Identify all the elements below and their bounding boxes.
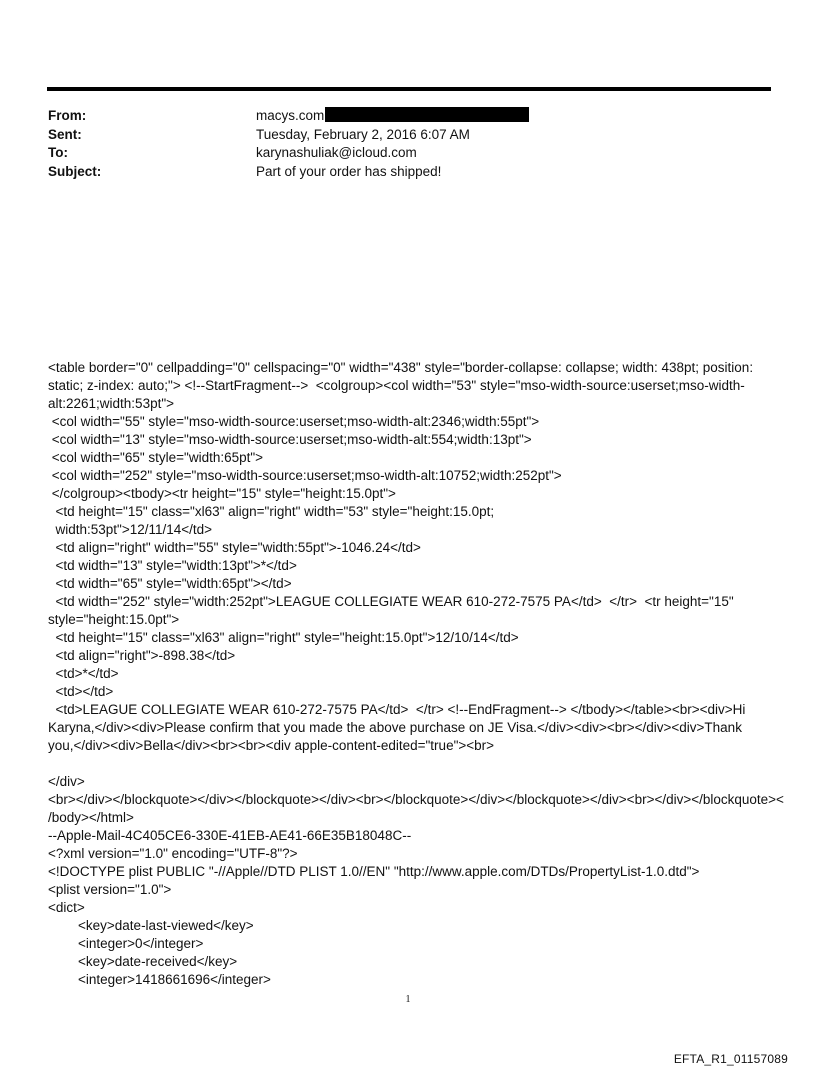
to-value: karynashuliak@icloud.com [256, 145, 417, 160]
email-header [48, 107, 748, 181]
header-row-to [48, 144, 748, 163]
to-label: To: [48, 145, 68, 160]
body-line: <td align="right" width="55" style="width:55pt">-1046.24</td> [48, 540, 421, 555]
body-line: <td width="252" style="width:252pt">LEAGUE COLLEGIATE WEAR 610-272-7575 PA</td> </tr> <tr height="15" [48, 594, 734, 609]
body-line [48, 755, 774, 773]
header-row-subject [48, 163, 748, 182]
from-value: macys.com [256, 108, 325, 123]
body-line: alt:2261;width:53pt"> [48, 396, 175, 411]
body-line: <td width="13" style="width:13pt">*</td> [48, 558, 297, 573]
body-line: <col width="55" style="mso-width-source:userset;mso-width-alt:2346;width:55pt"> [48, 414, 540, 429]
body-line: <key>date-last-viewed</key> [48, 918, 254, 933]
body-line: /body></html> [48, 810, 134, 825]
body-line: you,</div><div>Bella</div><br><br><div apple-content-edited="true"><br> [48, 738, 495, 753]
body-line: --Apple-Mail-4C405CE6-330E-41EB-AE41-66E35B18048C-- [48, 828, 412, 843]
sent-value: Tuesday, February 2, 2016 6:07 AM [256, 126, 470, 142]
from-value-wrap [256, 107, 748, 126]
body-line: </colgroup><tbody><tr height="15" style="height:15.0pt"> [48, 486, 396, 501]
header-row-from [48, 107, 748, 126]
body-line: <table border="0" cellpadding="0" cellspacing="0" width="438" style="border-collapse: collapse; width: 438pt; position: [48, 360, 754, 375]
subject-value: Part of your order has shipped! [256, 163, 442, 179]
body-line: <td>LEAGUE COLLEGIATE WEAR 610-272-7575 PA</td> </tr> <!--EndFragment--> </tbody></table><br><div>Hi [48, 702, 746, 717]
sent-label: Sent: [48, 126, 82, 142]
body-line: <td width="65" style="width:65pt"></td> [48, 576, 292, 591]
body-line: <?xml version="1.0" encoding="UTF-8"?> [48, 846, 298, 861]
body-line: <td height="15" class="xl63" align="right" width="53" style="height:15.0pt; [48, 504, 495, 519]
body-line: <col width="252" style="mso-width-source:userset;mso-width-alt:10752;width:252pt"> [48, 468, 562, 483]
body-line: <plist version="1.0"> [48, 882, 172, 897]
page-number: 1 [405, 994, 411, 1005]
redaction-box [325, 107, 529, 122]
body-line: <col width="13" style="mso-width-source:userset;mso-width-alt:554;width:13pt"> [48, 432, 532, 447]
body-line: <td height="15" class="xl63" align="right" style="height:15.0pt">12/10/14</td> [48, 630, 519, 645]
body-line: <td></td> [48, 684, 114, 699]
body-line: Karyna,</div><div>Please confirm that you made the above purchase on JE Visa.</div><div><br></div><div>Thank [48, 720, 742, 735]
body-line: <td align="right">-898.38</td> [48, 648, 236, 663]
header-divider [47, 87, 771, 91]
from-label: From: [48, 108, 87, 123]
header-row-sent [48, 126, 748, 145]
body-line: </div> [48, 774, 85, 789]
body-line: <integer>0</integer> [48, 936, 204, 951]
body-line: <dict> [48, 900, 85, 915]
body-line: <integer>1418661696</integer> [48, 972, 271, 987]
body-line: <td>*</td> [48, 666, 119, 681]
subject-label: Subject: [48, 163, 102, 179]
bates-number: EFTA_R1_01157089 [673, 1052, 788, 1066]
body-line: style="height:15.0pt"> [48, 612, 180, 627]
body-line: <col width="65" style="width:65pt"> [48, 450, 264, 465]
body-line: <key>date-received</key> [48, 954, 238, 969]
body-line: <!DOCTYPE plist PUBLIC "-//Apple//DTD PLIST 1.0//EN" "http://www.apple.com/DTDs/PropertyList-1.0.dtd"> [48, 864, 700, 879]
email-body [48, 359, 784, 989]
body-line: static; z-index: auto;"> <!--StartFragment--> <colgroup><col width="53" style="mso-width-source:userset;mso-width- [48, 378, 745, 393]
body-line: width:53pt">12/11/14</td> [48, 522, 213, 537]
body-line: <br></div></blockquote></div></blockquote></div><br></blockquote></div></blockquote></div><br></div></blockquote>< [48, 792, 784, 807]
